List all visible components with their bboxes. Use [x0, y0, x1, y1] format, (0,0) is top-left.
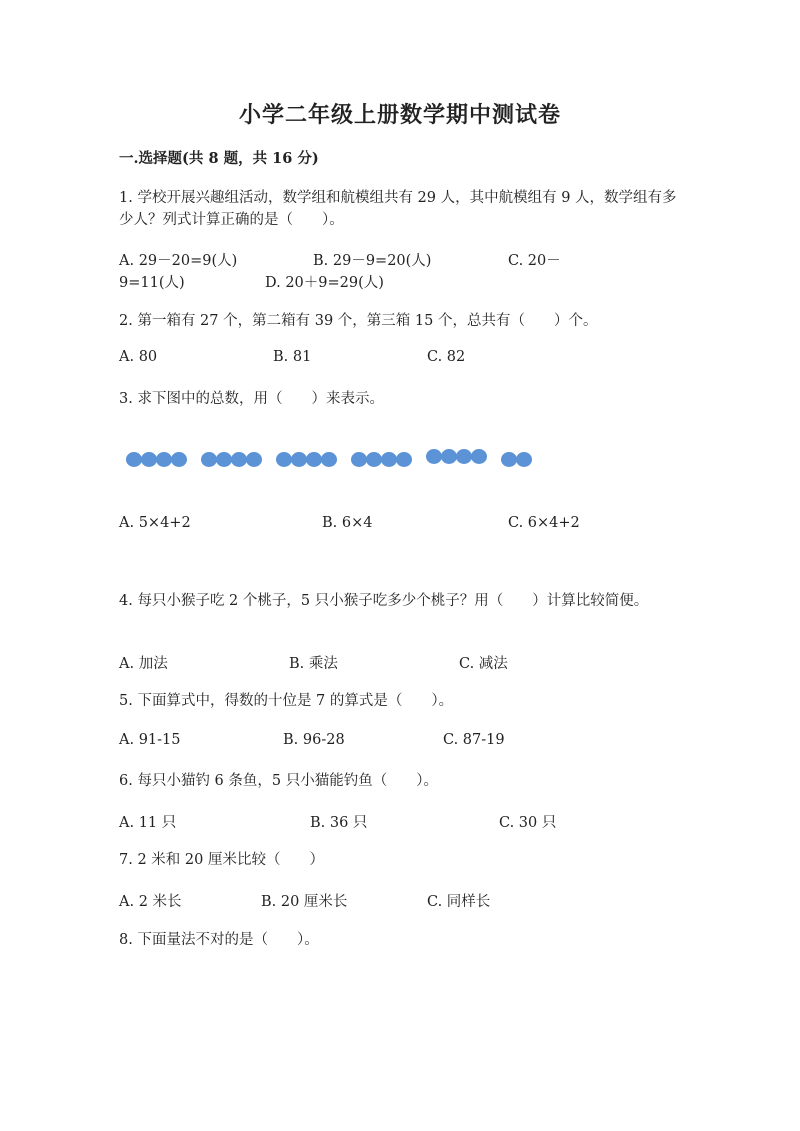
dot-g1-2 — [141, 452, 157, 467]
dot-g2-3 — [231, 452, 247, 467]
q4-option-b: B. 乘法 — [289, 656, 338, 672]
q1-option-c-cont: 9=11(人) — [119, 275, 185, 291]
question-3: 3. 求下图中的总数，用（ ）来表示。 — [119, 391, 384, 407]
q4-option-c: C. 减法 — [459, 656, 508, 672]
dot-g3-3 — [306, 452, 322, 467]
q6-option-c: C. 30 只 — [499, 815, 557, 831]
dot-g5-1 — [426, 449, 442, 464]
q7-option-a: A. 2 米长 — [119, 894, 182, 910]
dot-g1-1 — [126, 452, 142, 467]
dot-g5-2 — [441, 449, 457, 464]
dot-g4-1 — [351, 452, 367, 467]
question-8: 8. 下面量法不对的是（ ）。 — [119, 932, 319, 948]
dot-g6-1 — [501, 452, 517, 467]
q3-option-a: A. 5×4+2 — [119, 515, 191, 531]
dot-g3-4 — [321, 452, 337, 467]
q4-option-a: A. 加法 — [119, 656, 168, 672]
q6-option-b: B. 36 只 — [310, 815, 368, 831]
q7-option-c: C. 同样长 — [427, 894, 491, 910]
dot-g2-4 — [246, 452, 262, 467]
dot-g2-2 — [216, 452, 232, 467]
q2-option-c: C. 82 — [427, 349, 466, 365]
dot-figure — [126, 449, 546, 471]
q1-option-a: A. 29－20=9(人) — [119, 253, 238, 269]
q7-option-b: B. 20 厘米长 — [261, 894, 348, 910]
dot-g1-4 — [171, 452, 187, 467]
q5-option-a: A. 91-15 — [119, 732, 181, 748]
dot-g3-1 — [276, 452, 292, 467]
dot-g2-1 — [201, 452, 217, 467]
question-1: 1. 学校开展兴趣组活动，数学组和航模组共有 29 人，其中航模组有 9 人，数学组有多少人？列式计算正确的是（ ）。 — [119, 190, 677, 228]
q5-option-b: B. 96-28 — [283, 732, 345, 748]
q1-option-c: C. 20－ — [508, 253, 561, 269]
q6-option-a: A. 11 只 — [119, 815, 177, 831]
dot-g6-2 — [516, 452, 532, 467]
dot-g4-4 — [396, 452, 412, 467]
q5-option-c: C. 87-19 — [443, 732, 505, 748]
dot-g4-2 — [366, 452, 382, 467]
question-5: 5. 下面算式中，得数的十位是 7 的算式是（ ）。 — [119, 693, 454, 709]
q1-option-b: B. 29－9=20(人) — [313, 253, 432, 269]
q3-option-c: C. 6×4+2 — [508, 515, 580, 531]
dot-g5-3 — [456, 449, 472, 464]
q3-option-b: B. 6×4 — [322, 515, 373, 531]
dot-g5-4 — [471, 449, 487, 464]
page-title: 小学二年级上册数学期中测试卷 — [238, 102, 561, 128]
dot-g4-3 — [381, 452, 397, 467]
question-6: 6. 每只小猫钓 6 条鱼，5 只小猫能钓鱼（ ）。 — [119, 773, 438, 789]
q2-option-b: B. 81 — [273, 349, 312, 365]
q1-option-d: D. 20＋9=29(人) — [265, 275, 384, 291]
question-4: 4. 每只小猴子吃 2 个桃子，5 只小猴子吃多少个桃子？用（ ）计算比较简便。 — [119, 593, 649, 609]
section-heading: 一.选择题(共 8 题，共 16 分) — [119, 150, 319, 167]
q2-option-a: A. 80 — [119, 349, 158, 365]
question-2: 2. 第一箱有 27 个，第二箱有 39 个，第三箱 15 个，总共有（ ）个。 — [119, 313, 598, 329]
dot-g1-3 — [156, 452, 172, 467]
dot-g3-2 — [291, 452, 307, 467]
question-7: 7. 2 米和 20 厘米比较（ ） — [119, 852, 324, 868]
